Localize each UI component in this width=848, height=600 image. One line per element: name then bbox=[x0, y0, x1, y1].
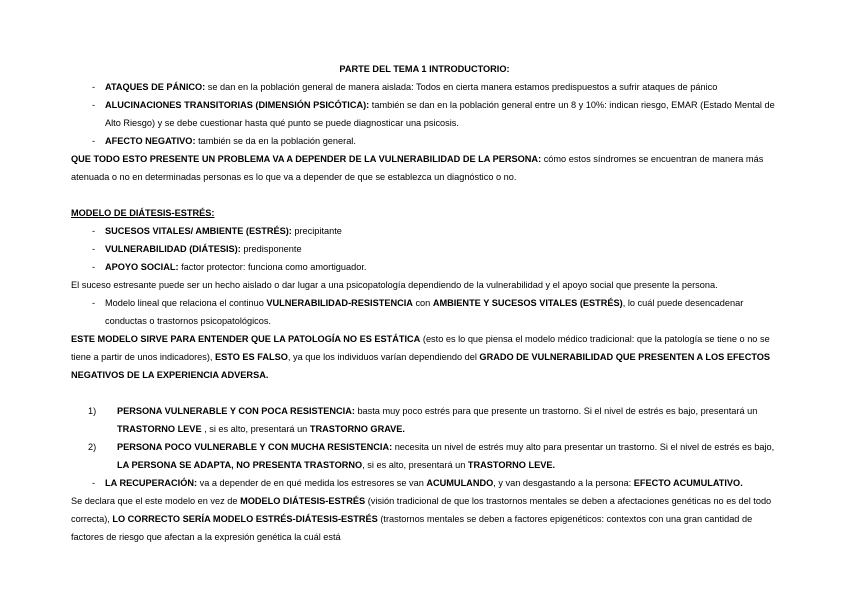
section-2-paragraph: El suceso estresante puede ser un hecho aislado o dar lugar a una psicopatología dependiendo de la vulnerabilidad y el apoyo social que presente la persona. bbox=[71, 280, 718, 290]
paragraph-spacer bbox=[71, 384, 778, 402]
closing-text-3: (trastornos mentales se deben a factores epigenéticos: contextos con una gran cantidad de factores de riesgo que afectan a la expresión genética la cuál está bbox=[71, 514, 753, 542]
list-item-term: AFECTO NEGATIVO: bbox=[105, 136, 196, 146]
list-item bbox=[71, 258, 778, 276]
section-3-recovery-bullet-list bbox=[71, 474, 778, 492]
section-2-heading bbox=[71, 204, 778, 222]
list-item bbox=[71, 474, 778, 492]
section-2-model-bullet-list bbox=[71, 294, 778, 330]
document-title-text: PARTE DEL TEMA 1 INTRODUCTORIO: bbox=[339, 64, 510, 74]
dash-bullet-marker: - bbox=[92, 262, 96, 272]
section-2-heading-text: MODELO DE DIÁTESIS-ESTRÉS: bbox=[71, 208, 215, 218]
list-item bbox=[71, 96, 778, 132]
list-item bbox=[71, 222, 778, 240]
numbered-item-text-1: necesita un nivel de estrés muy alto para presentar un trastorno. Si el nivel de estrés es bajo, bbox=[392, 442, 775, 452]
emphasis-bold-1: ESTE MODELO SIRVE PARA ENTENDER QUE LA PATOLOGÍA NO ES ESTÁTICA bbox=[71, 334, 421, 344]
list-item bbox=[71, 78, 778, 96]
dash-bullet-marker: - bbox=[92, 244, 96, 254]
section-1-bullet-list bbox=[71, 78, 778, 150]
emphasis-bold-3: GRADO DE VULNERABILIDAD QUE PRESENTEN A LOS EFECTOS NEGATIVOS DE LA EXPERIENCIA ADVERSA. bbox=[71, 352, 771, 380]
closing-bold-2: LO CORRECTO SERÍA MODELO ESTRÉS-DIÁTESIS-ESTRÉS bbox=[112, 514, 378, 524]
closing-bold-1: MODELO DIÁTESIS-ESTRÉS bbox=[240, 496, 366, 506]
dash-bullet-marker: - bbox=[92, 478, 96, 488]
dash-bullet-marker: - bbox=[92, 100, 96, 110]
recovery-bold-2: ACUMULANDO bbox=[426, 478, 494, 488]
numbered-item-bold-3: TRASTORNO LEVE. bbox=[467, 460, 556, 470]
number-marker: 2) bbox=[88, 442, 97, 452]
document-body bbox=[71, 60, 778, 546]
list-item-term: APOYO SOCIAL: bbox=[105, 262, 179, 272]
list-item-term: ATAQUES DE PÁNICO: bbox=[105, 82, 206, 92]
list-item-term: VULNERABILIDAD (DIÁTESIS): bbox=[105, 244, 241, 254]
section-1-closing-text: cómo estos síndromes se encuentran de manera más atenuada o no en determinadas personas es lo que va a depender de que se establezca un diagnóstico o no. bbox=[71, 154, 764, 182]
section-2-emphasis-paragraph bbox=[71, 330, 778, 384]
model-bullet-text-3: , lo cuál puede desencadenar conductas o trastornos psicopatológicos. bbox=[105, 298, 744, 326]
emphasis-text-2: , ya que los individuos varían dependiendo del bbox=[287, 352, 480, 362]
section-1-closing-paragraph bbox=[71, 150, 778, 186]
list-item bbox=[71, 132, 778, 150]
list-item bbox=[71, 402, 778, 438]
closing-text-1: Se declara que el este modelo en vez de bbox=[71, 496, 241, 506]
recovery-bold-1: LA RECUPERACIÓN: bbox=[105, 478, 198, 488]
list-item bbox=[71, 240, 778, 258]
list-item-text: también se da en la población general. bbox=[195, 136, 356, 146]
number-marker: 1) bbox=[88, 406, 97, 416]
numbered-item-text-1: basta muy poco estrés para que presente un trastorno. Si el nivel de estrés es bajo, presentará un bbox=[354, 406, 758, 416]
recovery-text-1: va a depender de en qué medida los estresores se van bbox=[197, 478, 427, 488]
numbered-item-bold-1: PERSONA POCO VULNERABLE Y CON MUCHA RESISTENCIA: bbox=[117, 442, 393, 452]
emphasis-bold-2: ESTO ES FALSO bbox=[215, 352, 288, 362]
dash-bullet-marker: - bbox=[92, 136, 96, 146]
dash-bullet-marker: - bbox=[92, 226, 96, 236]
dash-bullet-marker: - bbox=[92, 298, 96, 308]
model-bullet-text-1: Modelo lineal que relaciona el continuo bbox=[105, 298, 267, 308]
recovery-text-2: , y van desgastando a la persona: bbox=[493, 478, 634, 488]
section-3-numbered-list bbox=[71, 402, 778, 474]
closing-text-2: (visión tradicional de que los trastornos mentales se deben a afectaciones genéticas no es del todo correcta), bbox=[71, 496, 772, 524]
section-2-bullet-list bbox=[71, 222, 778, 276]
list-item bbox=[71, 294, 778, 330]
list-item-text: se dan en la población general de manera aislada: Todos en cierta manera estamos predispuestos a sufrir ataques de pánico bbox=[205, 82, 718, 92]
list-item bbox=[71, 438, 778, 474]
list-item-text: también se dan en la población general entre un 8 y 10%: indican riesgo, EMAR (Estado Mental de Alto Riesgo) y se debe cuestionar hasta qué punto se puede diagnosticar una psicosis. bbox=[105, 100, 775, 128]
list-item-text: precipitante bbox=[291, 226, 342, 236]
list-item-term: ALUCINACIONES TRANSITORIAS (DIMENSIÓN PSICÓTICA): bbox=[105, 100, 370, 110]
list-item-term: SUCESOS VITALES/ AMBIENTE (ESTRÉS): bbox=[105, 226, 292, 236]
model-bullet-bold-1: VULNERABILIDAD-RESISTENCIA bbox=[266, 298, 413, 308]
emphasis-text-1: (esto es lo que piensa el modelo médico tradicional: que la patología se tiene o no se tiene a partir de unos indicadores), bbox=[71, 334, 770, 362]
model-bullet-bold-2: AMBIENTE Y SUCESOS VITALES (ESTRÉS) bbox=[432, 298, 623, 308]
numbered-item-bold-2: LA PERSONA SE ADAPTA, NO PRESENTA TRASTORNO bbox=[117, 460, 363, 470]
recovery-bold-3: EFECTO ACUMULATIVO. bbox=[633, 478, 743, 488]
numbered-item-bold-3: TRASTORNO GRAVE. bbox=[309, 424, 405, 434]
numbered-item-text-2: , si es alto, presentará un bbox=[362, 460, 468, 470]
document-title bbox=[71, 60, 778, 78]
section-1-closing-bold: QUE TODO ESTO PRESENTE UN PROBLEMA VA A DEPENDER DE LA VULNERABILIDAD DE LA PERSONA: bbox=[71, 154, 542, 164]
list-item-text: factor protector: funciona como amortiguador. bbox=[178, 262, 367, 272]
numbered-item-text-2: , si es alto, presentará un bbox=[201, 424, 310, 434]
paragraph-spacer bbox=[71, 186, 778, 204]
section-3-closing-paragraph bbox=[71, 492, 778, 546]
numbered-item-bold-2: TRASTORNO LEVE bbox=[117, 424, 202, 434]
model-bullet-text-2: con bbox=[412, 298, 433, 308]
dash-bullet-marker: - bbox=[92, 82, 96, 92]
numbered-item-bold-1: PERSONA VULNERABLE Y CON POCA RESISTENCIA: bbox=[117, 406, 355, 416]
list-item-text: predisponente bbox=[240, 244, 302, 254]
